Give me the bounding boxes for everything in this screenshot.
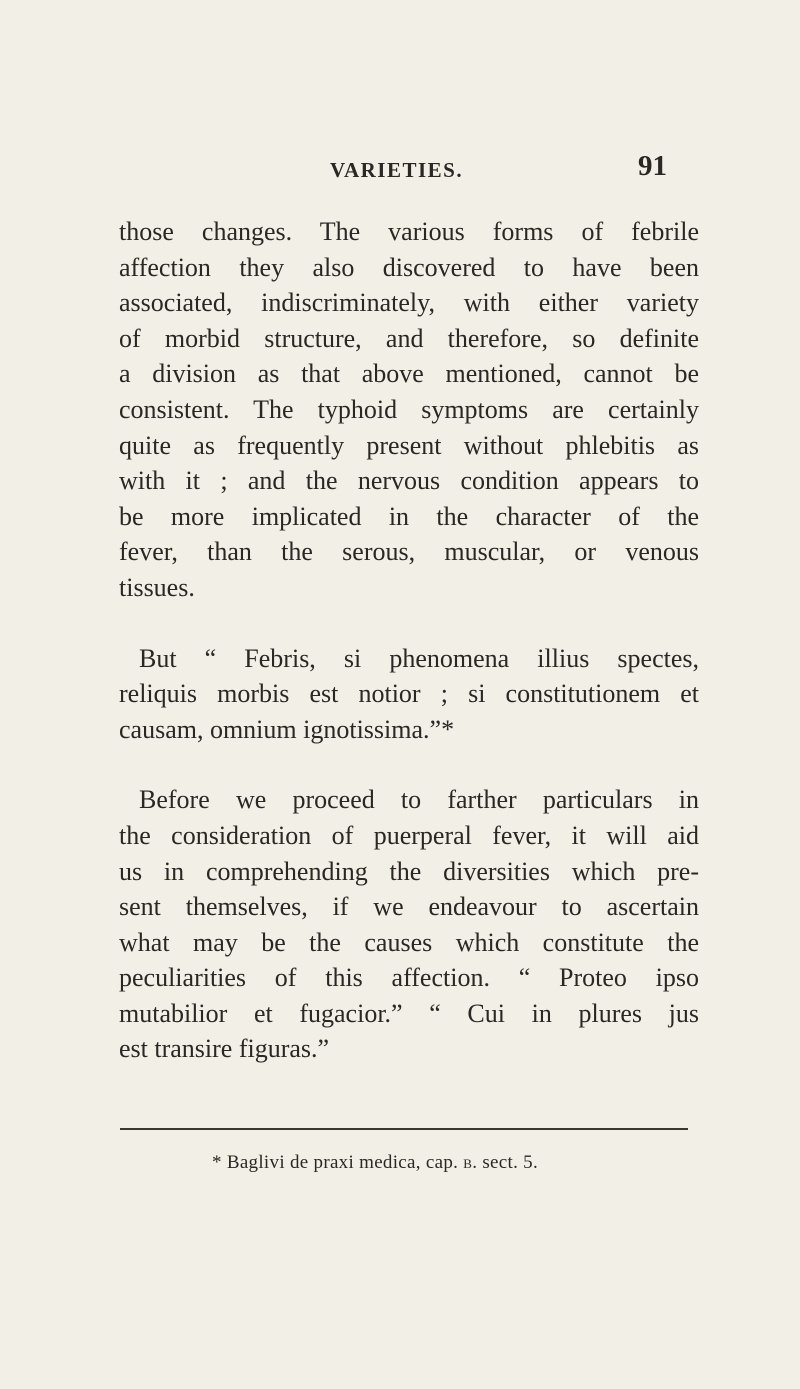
text-line: what may be the causes which constitute the <box>119 927 699 957</box>
text-line: us in comprehending the diversities which pre- <box>119 856 699 886</box>
text-line: causam, omnium ignotissima.”* <box>119 714 455 744</box>
paragraph-3 <box>119 782 699 1067</box>
text-line: consistent. The typhoid symptoms are certainly <box>119 394 699 424</box>
page-number: 91 <box>638 150 667 182</box>
text-line: tissues. <box>119 572 195 602</box>
footnote-rule <box>120 1128 688 1130</box>
text-line: reliquis morbis est notior ; si constitutionem et <box>119 679 699 709</box>
paragraph-gap <box>119 747 699 782</box>
text-line: those changes. The various forms of febrile <box>119 217 699 246</box>
footnote <box>212 1152 538 1174</box>
text-line: est transire figuras.” <box>119 1034 330 1064</box>
footnote-text: * Baglivi de praxi medica, cap. <box>212 1152 459 1173</box>
footnote-small-cap: b <box>463 1152 473 1173</box>
text-line: with it ; and the nervous condition appears to <box>119 466 699 496</box>
text-line: a division as that above mentioned, cannot be <box>119 359 699 389</box>
text-line: associated, indiscriminately, with either variety <box>119 288 699 318</box>
body-text <box>119 214 699 1067</box>
text-line: But “ Febris, si phenomena illius spectes, <box>139 643 699 673</box>
text-line: be more implicated in the character of the <box>119 501 699 531</box>
paragraph-2 <box>119 641 699 748</box>
text-line: mutabilior et fugacior.” “ Cui in plures jus <box>119 998 699 1028</box>
text-line: peculiarities of this affection. “ Proteo ipso <box>119 963 699 993</box>
text-line: sent themselves, if we endeavour to ascertain <box>119 892 699 922</box>
text-line: affection they also discovered to have been <box>119 252 699 282</box>
text-line: of morbid structure, and therefore, so definite <box>119 323 699 353</box>
text-line: fever, than the serous, muscular, or venous <box>119 537 699 567</box>
running-head: VARIETIES. <box>330 158 464 182</box>
footnote-text-end: . sect. 5. <box>472 1152 539 1173</box>
text-line: quite as frequently present without phlebitis as <box>119 430 699 460</box>
paragraph-gap <box>119 606 699 641</box>
paragraph-1 <box>119 214 699 606</box>
text-line: the consideration of puerperal fever, it will aid <box>119 820 699 850</box>
text-line: Before we proceed to farther particulars in <box>139 785 699 815</box>
